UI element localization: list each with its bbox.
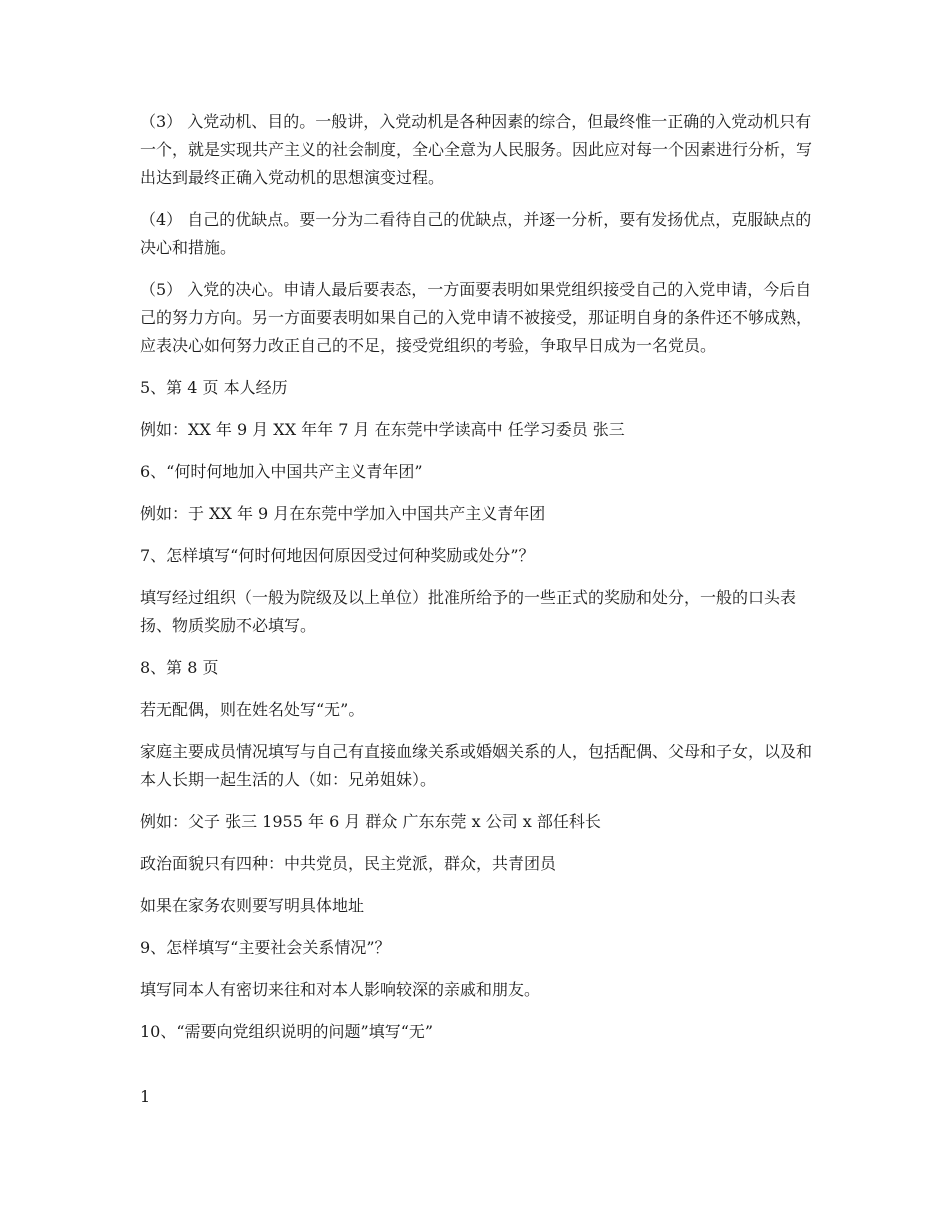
heading-page-8: 8、第 8 页 (140, 658, 219, 677)
paragraph-determination: （5） 入党的决心。申请人最后要表态，一方面要表明如果党组织接受自己的入党申请，今后自己的努力方向。另一方面要表明如果自己的入党申请不被接受，那证明自身的条件还不够成熟，应表决心如何努力改正自己的不足，接受党组织的考验，争取早日成为一名党员。 (140, 280, 813, 355)
paragraph-strengths-weaknesses: （4） 自己的优缺点。要一分为二看待自己的优缺点，并逐一分析，要有发扬优点，克服缺点的决心和措施。 (140, 210, 812, 257)
paragraph-farming-address: 如果在家务农则要写明具体地址 (140, 896, 365, 915)
heading-awards-punishments: 7、怎样填写“何时何地因何原因受过何种奖励或处分”？ (140, 546, 535, 565)
paragraph-social-relations: 填写同本人有密切来往和对本人影响较深的亲戚和朋友。 (140, 980, 541, 999)
example-youth-league: 例如：于 XX 年 9 月在东莞中学加入中国共产主义青年团 (140, 504, 546, 523)
example-personal-history: 例如：XX 年 9 月 XX 年年 7 月 在东莞中学读高中 任学习委员 张三 (140, 420, 625, 439)
heading-personal-history: 5、第 4 页 本人经历 (140, 378, 288, 397)
heading-social-relations: 9、怎样填写“主要社会关系情况”？ (140, 938, 391, 957)
paragraph-motivation: （3） 入党动机、目的。一般讲，入党动机是各种因素的综合，但最终惟一正确的入党动机只有一个，就是实现共产主义的社会制度，全心全意为人民服务。因此应对每一个因素进行分析，写出达到最终正确入党动机的思想演变过程。 (140, 112, 813, 187)
heading-issues-to-explain: 10、“需要向党组织说明的问题”填写“无” (140, 1022, 434, 1041)
paragraph-no-spouse: 若无配偶，则在姓名处写“无”。 (140, 700, 365, 719)
page-number: 1 (140, 1087, 151, 1106)
paragraph-awards-punishments: 填写经过组织（一般为院级及以上单位）批准所给予的一些正式的奖励和处分，一般的口头表扬、物质奖励不必填写。 (140, 588, 797, 635)
heading-youth-league: 6、“何时何地加入中国共产主义青年团” (140, 462, 423, 481)
paragraph-family-members: 家庭主要成员情况填写与自己有直接血缘关系或婚姻关系的人，包括配偶、父母和子女，以及和本人长期一起生活的人（如：兄弟姐妹）。 (140, 742, 813, 789)
document-body (140, 108, 812, 1060)
paragraph-political-status: 政治面貌只有四种：中共党员，民主党派，群众，共青团员 (140, 854, 557, 873)
example-family-member: 例如：父子 张三 1955 年 6 月 群众 广东东莞 x 公司 x 部任科长 (140, 812, 601, 831)
